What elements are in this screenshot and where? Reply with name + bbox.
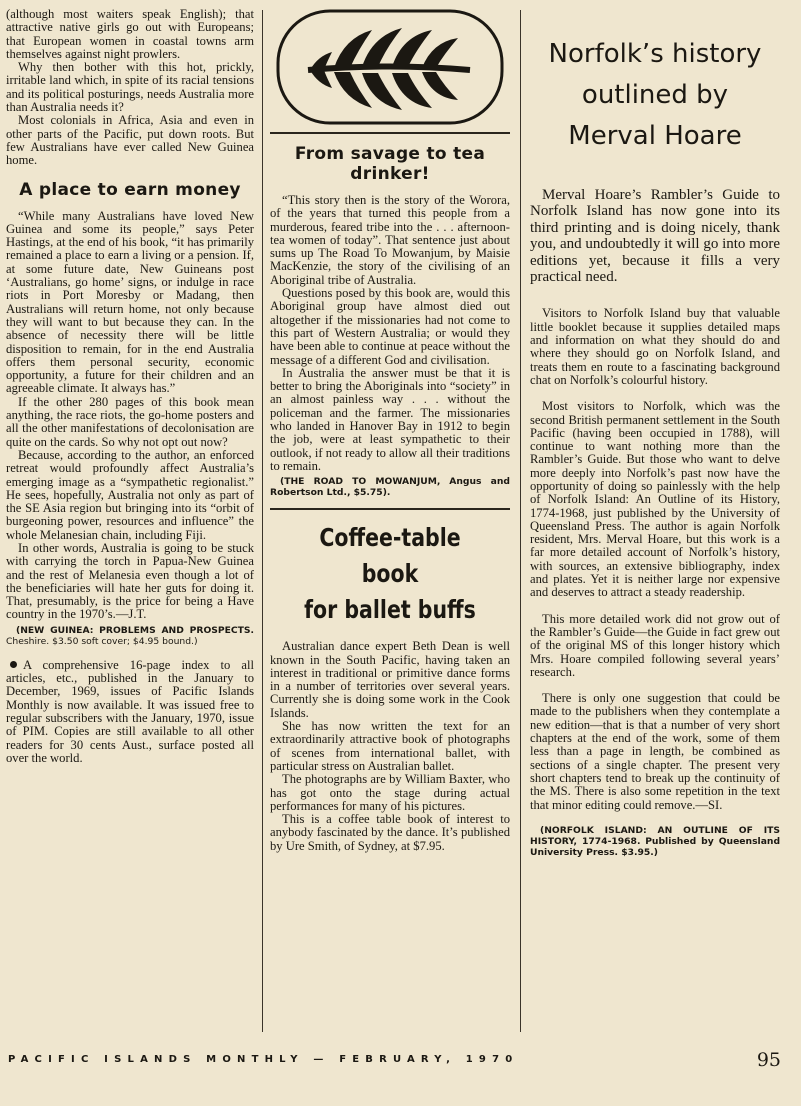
column-divider [520,10,521,1032]
paragraph: “This story then is the story of the Worora, of the years that turned this people from a murderous, feared tribe into the . . . afternoon-tea women of today”. That sentence just about sums up The Road To Mowanjum, by Maisie MacKenzie, the story of the civilising of an Aboriginal tribe of Australia. [270,193,510,287]
index-notice [6,659,254,765]
paragraph: Because, according to the author, an enforced retreat would profoundly affect Australia’s emerging image as a “sympathetic regionalist.” He sees, hopefully, Australia not only as part of the SE Asia region but bringing into its “orbit of burgeoning power, resources and influence” the whole Melanesian chain, including Fiji. [6,447,254,542]
citation-title: (NEW GUINEA: PROBLEMS AND PROSPECTS. [16,624,254,636]
title-line: Merval Hoare [568,121,742,151]
paragraph: “While many Australians have loved New Guinea and some its people,” says Peter Hastings, at the end of his book, “it has primarily remained a place to earn a living or a pension. If, at some future date, New Guineans post ‘Australians, go home’ signs, or indulge in race riots in Port Moresby or Madang, then Australians will return home, not only because they will want to but because they can. In the absence of necessity there will be little disposition to remain, for in the end Australia offers them personal security, economic opportunity, a future for their children and an agreeable climate. It always has.” [6,208,254,396]
paragraph: Most visitors to Norfolk, which was the second British permanent settlement in the South Pacific (having been occupied in 1788), will continue to want nothing more than the Rambler’s Guide. But those who want to delve more deeply into Norfolk’s past now have the opportunity of doing so painlessly with the help of Norfolk Island: An Outline of its History, 1774-1968, just published by the University of Queensland Press. The author is again Norfolk resident, Mrs. Merval Hoare, but this work is a far more detailed account of Norfolk’s history, with sources, an extensive bibliography, index and plates. Yet it is neither large nor expensive and deserves to attract a steady readership. [530,399,780,600]
fern-leaf-icon [274,8,506,126]
divider [270,132,510,134]
paragraph: Questions posed by this book are, would this Aboriginal group have almost died out altogether if the missionaries had not come to this part of Western Australia; or would they have been able to continue at peace without the message of a different God and civilisation. [270,286,510,367]
title-line: outlined by [581,80,729,110]
bullet-icon [10,661,17,668]
section-heading: From savage to tea drinker! [294,144,486,184]
masthead: PACIFIC ISLANDS MONTHLY — FEBRUARY, 1970 [8,1054,519,1065]
page-footer [8,1049,781,1072]
paragraph: Most colonials in Africa, Asia and even in other parts of the Pacific, put down roots. But few Australians have ever called New Guinea home. [6,113,254,168]
article-new-guinea-column [6,8,254,765]
paragraph: If the other 280 pages of this book mean anything, the race riots, the go-home posters and all the other manifestations of decolonisation are quite on the cards. So why not opt out now? [6,394,254,449]
article-norfolk-column [530,8,780,858]
paragraph: Australian dance expert Beth Dean is well known in the South Pacific, having taken an interest in traditional or primitive dance forms in a number of territories over several years. Currently she is doing some work in the Cook Islands. [270,639,510,720]
paragraph: Visitors to Norfolk Island buy that valuable little booklet because it supplies detailed maps and information on what they should do and where they should go on Norfolk Island, and treats them en route to a fascinating background chat on Norfolk’s colourful history. [530,306,780,387]
paragraph: In other words, Australia is going to be stuck with carrying the torch in Papua-New Guinea and the rest of Melanesia even though a lot of the beneficiaries will hate her guts for doing it. That, presumably, is the price for being a Have country in the 1970’s.—J.T. [6,540,254,622]
citation-title: (THE ROAD TO MOWANJUM, [280,476,441,488]
citation-details: Published by Queensland University Press. $3.95.) [530,835,781,858]
paragraph: The photographs are by William Baxter, who has got onto the stage during actual performances for many of his pictures. [270,772,510,813]
citation-title: (NORFOLK ISLAND: AN OUTLINE OF ITS HISTORY, 1774-1968. [530,824,780,847]
paragraph: (although most waiters speak English); that attractive native girls go out with Europeans; that European women in coastal towns arm themselves against night prowlers. [6,7,254,61]
title-line: Norfolk’s history [548,39,762,69]
citation-details: Angus and Robertson Ltd., $5.75). [270,476,510,499]
divider [270,508,510,510]
citation-details: Cheshire. $3.50 soft cover; $4.95 bound.) [6,635,198,647]
book-citation [530,825,780,858]
article-title [530,34,780,157]
column-divider [262,10,263,1032]
paragraph: Why then bother with this hot, prickly, irritable land which, in spite of its racial tensions and its political posturings, needs Australia more than Australia needs it? [6,60,254,115]
paragraph: In Australia the answer must be that it is better to bring the Aboriginals into “society” in an almost painless way . . . without the policeman and the farmer. The missionaries who landed in Hanover Bay in 1912 to begin the job, were at least sympathetic to their outlook, if not ready to allow all their traditions to remain. [270,365,510,473]
paragraph: This is a coffee table book of interest to anybody fascinated by the dance. It’s published by Ure Smith, of Sydney, at $7.95. [270,812,510,853]
paragraph: There is only one suggestion that could be made to the publishers when they contemplate a new edition—that is that a number of very short chapters at the end of the work, some of them less than a page in length, be combined as sections of a single chapter. The present very short chapters tend to break up the continuity of the MS. There is also some repetition in the text that minor editing could remove.—SI. [530,691,780,812]
book-citation [6,625,254,647]
lead-paragraph: Merval Hoare’s Rambler’s Guide to Norfolk Island has now gone into its third printing and is doing nicely, thank you, and undoubtedly it will go into more editions yet, because it fills a very practical need. [530,187,780,286]
paragraph: She has now written the text for an extraordinarily attractive book of photographs of scenes from international ballet, with particular stress on Australian ballet. [270,719,510,773]
section-heading: A place to earn money [19,179,241,200]
paragraph: This more detailed work did not grow out of the Rambler’s Guide—the Guide in fact grew out of the original MS of this longer history which Mrs. Hoare compiled following several years’ research. [530,611,780,679]
title-line: Coffee-table book [319,523,461,589]
article-mowanjum-column [270,8,510,853]
notice-text: A comprehensive 16-page index to all articles, etc., published in the January to December, 1969, issues of Pacific Islands Monthly is now available. It was issued free to regular subscribers with the January, 1970, issue of PIM. Copies are still available to all other readers for 30 cents Aust., surface posted all over the world. [6,657,254,765]
article-title [292,520,489,628]
title-line: for ballet buffs [304,595,476,625]
page-number: 95 [756,1049,781,1071]
book-citation [270,476,510,498]
